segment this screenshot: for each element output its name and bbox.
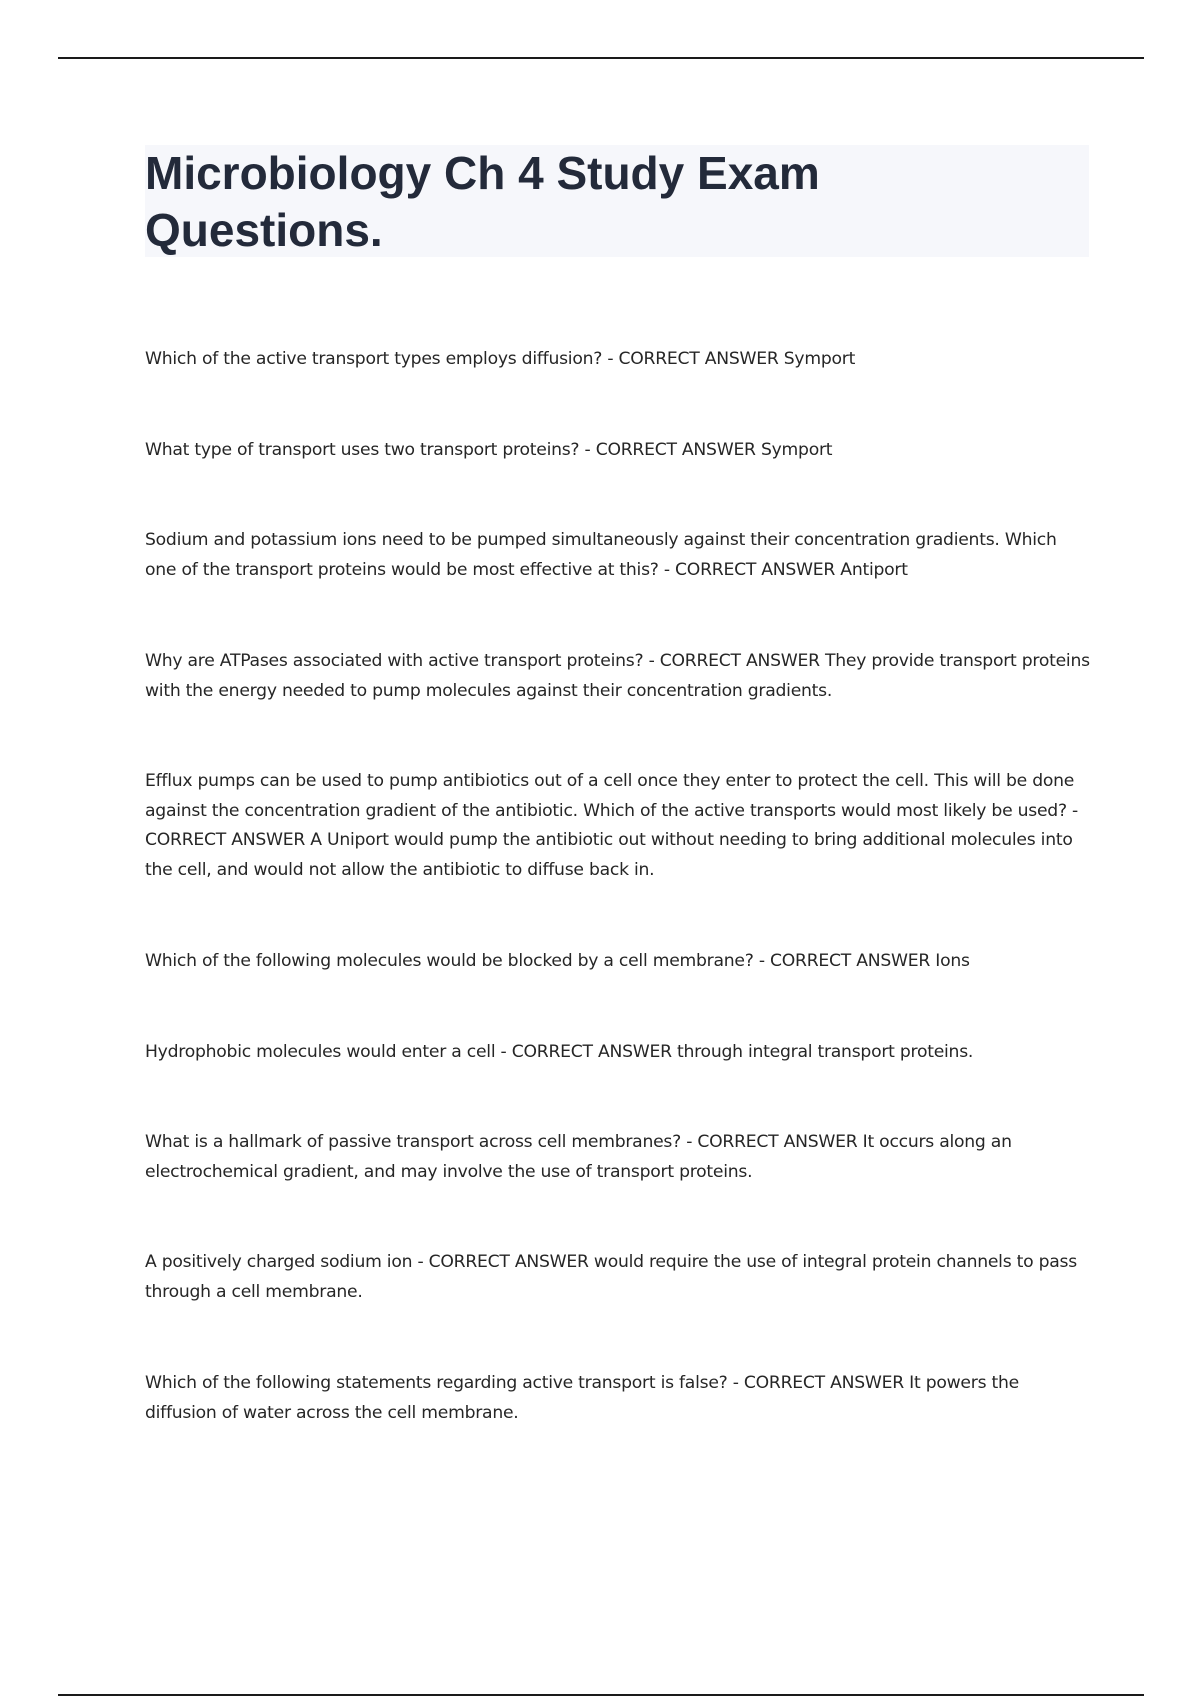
qa-item-10: Which of the following statements regarding active transport is false? - CORRECT ANSWER It powers the diffusion of water across the cell membrane. [145,1373,1019,1423]
qa-item-4: Why are ATPases associated with active transport proteins? - CORRECT ANSWER They provide transport proteins with the energy needed to pump molecules against their concentration gradients. [145,651,1090,701]
header-rule [58,57,1144,59]
document-title: Microbiology Ch 4 Study Exam Questions. [145,147,820,256]
qa-item-9: A positively charged sodium ion - CORRECT ANSWER would require the use of integral protein channels to pass through a cell membrane. [145,1252,1077,1302]
qa-item-2: What type of transport uses two transport proteins? - CORRECT ANSWER Symport [145,440,833,460]
footer-rule [58,1694,1144,1696]
qa-item-8: What is a hallmark of passive transport across cell membranes? - CORRECT ANSWER It occurs along an electrochemical gradient, and may involve the use of transport proteins. [145,1132,1012,1182]
qa-item-6: Which of the following molecules would be blocked by a cell membrane? - CORRECT ANSWER Ions [145,951,970,971]
qa-item-7: Hydrophobic molecules would enter a cell - CORRECT ANSWER through integral transport proteins. [145,1042,974,1062]
qa-item-1: Which of the active transport types employs diffusion? - CORRECT ANSWER Symport [145,349,856,369]
qa-item-5: Efflux pumps can be used to pump antibiotics out of a cell once they enter to protect the cell. This will be done against the concentration gradient of the antibiotic. Which of the active transports would most likely be used? - CORRECT ANSWER A Uniport would pump the antibiotic out without needing to bring additional molecules into the cell, and would not allow the antibiotic to diffuse back in. [145,771,1078,880]
qa-item-3: Sodium and potassium ions need to be pumped simultaneously against their concentration gradients. Which one of the transport proteins would be most effective at this? - CORRECT ANSWER Antiport [145,530,1057,580]
